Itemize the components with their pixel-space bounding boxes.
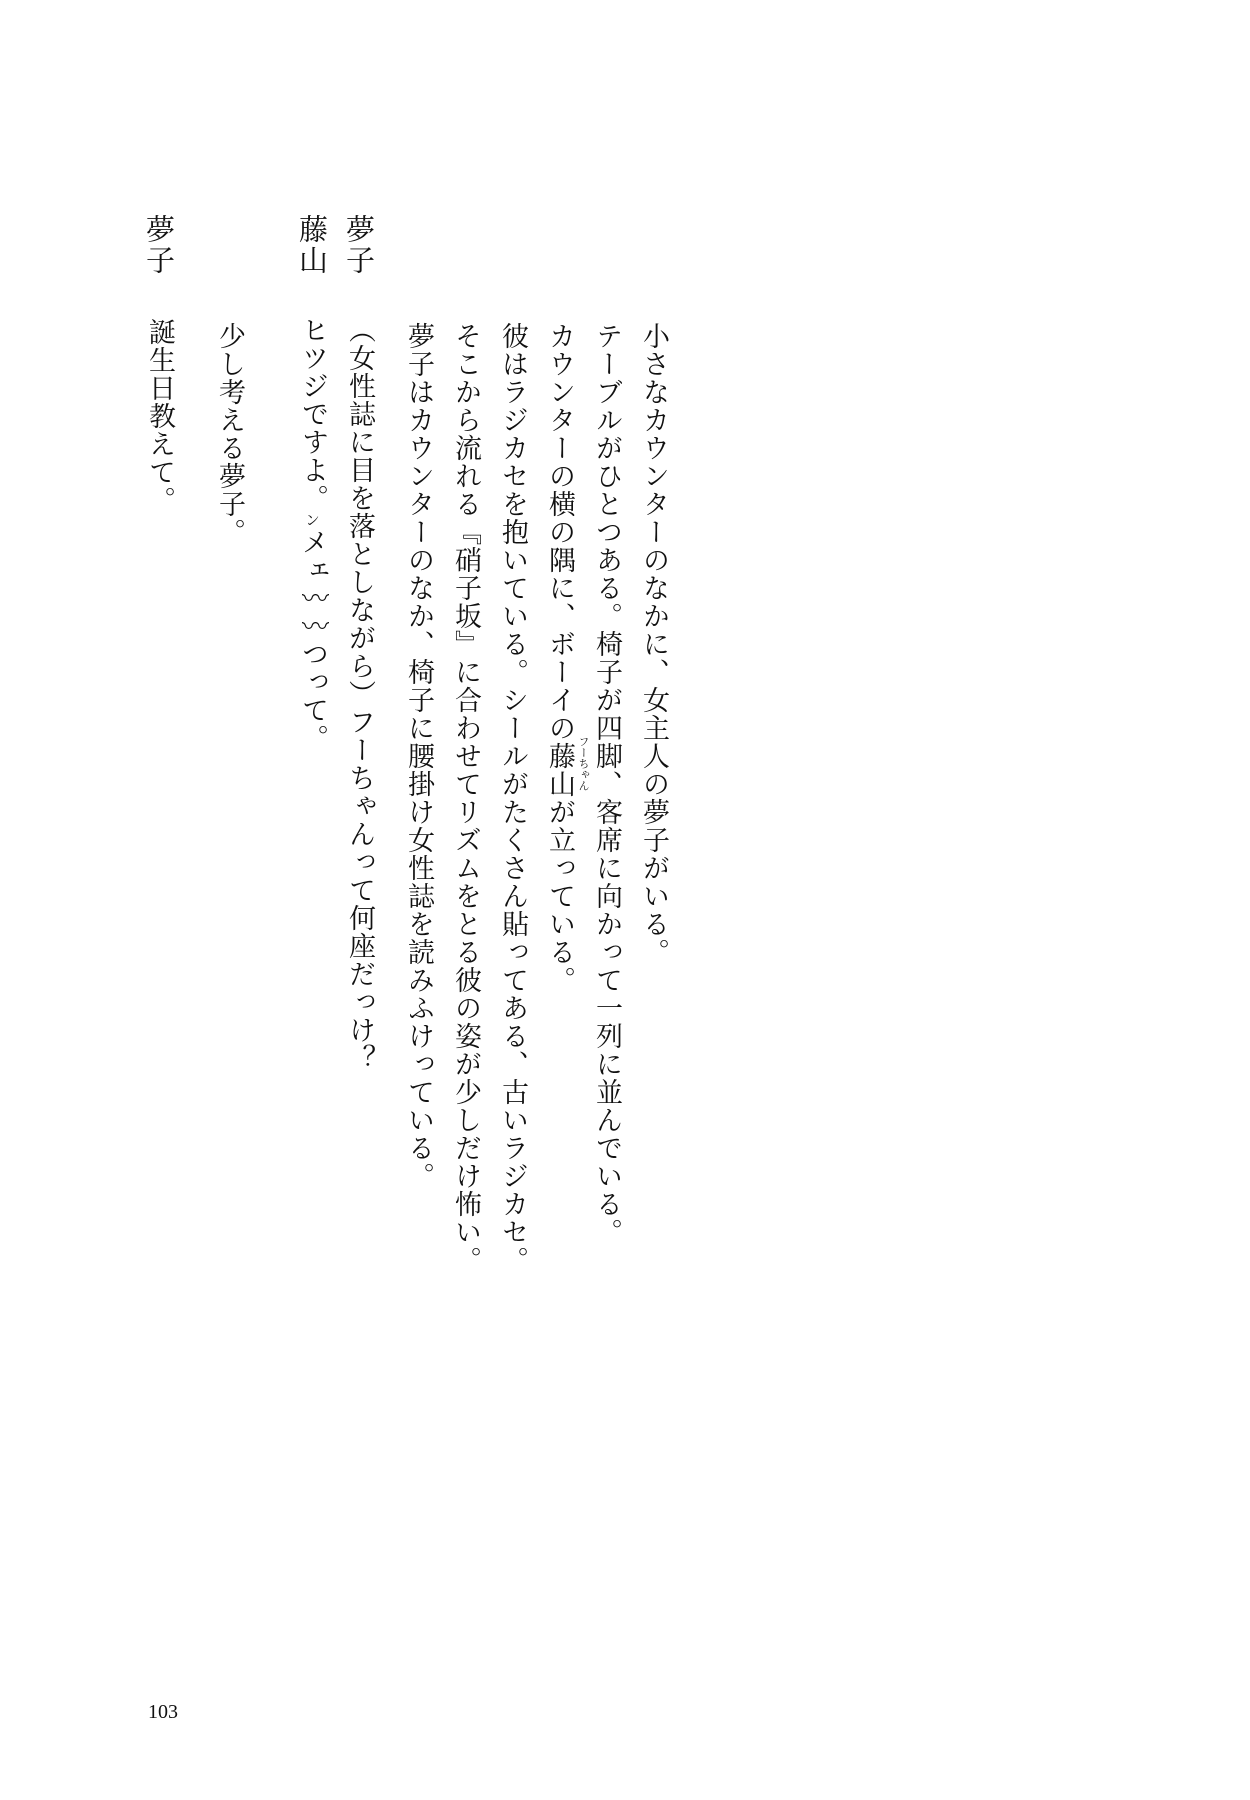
- speaker-fujiyama: 藤山: [295, 214, 329, 276]
- dialogue-fujiyama: [295, 316, 329, 752]
- dialogue-fujiyama-text2: メェ〰〰つって。: [297, 528, 328, 752]
- ruby-reading: フーちゃん: [577, 736, 590, 791]
- page-number: 103: [148, 1701, 178, 1723]
- stage-direction-thinking: 少し考える夢子。: [214, 322, 245, 546]
- stage-direction-3: [542, 322, 590, 994]
- dialogue-fujiyama-small-n: ン: [303, 512, 321, 528]
- stage-direction-4: 彼はラジカセを抱いている。シールがたくさん貼ってある、古いラジカセ。: [497, 322, 528, 1274]
- ruby-fujiyama: [544, 736, 590, 798]
- ruby-base: 藤山: [544, 742, 575, 798]
- stage-direction-3-before: カウンターの横の隅に、ボーイの: [544, 322, 575, 742]
- dialogue-fujiyama-text: ヒツジですよ。: [297, 316, 328, 512]
- speaker-yumeko-1: 夢子: [342, 214, 376, 276]
- speaker-yumeko-2: 夢子: [142, 214, 176, 276]
- dialogue-yumeko-2: 誕生日教えて。: [144, 318, 175, 514]
- stage-direction-6: 夢子はカウンターのなか、椅子に腰掛け女性誌を読みふけっている。: [403, 322, 434, 1190]
- stage-direction-2: テーブルがひとつある。椅子が四脚、客席に向かって一列に並んでいる。: [591, 322, 622, 1246]
- stage-direction-5: そこから流れる『硝子坂』に合わせてリズムをとる彼の姿が少しだけ怖い。: [450, 322, 481, 1274]
- dialogue-yumeko-1: （女性誌に目を落としながら）フーちゃんって何座だっけ？: [344, 316, 375, 1072]
- stage-direction-3-after: が立っている。: [544, 798, 575, 994]
- stage-direction-1: 小さなカウンターのなかに、女主人の夢子がいる。: [638, 322, 669, 966]
